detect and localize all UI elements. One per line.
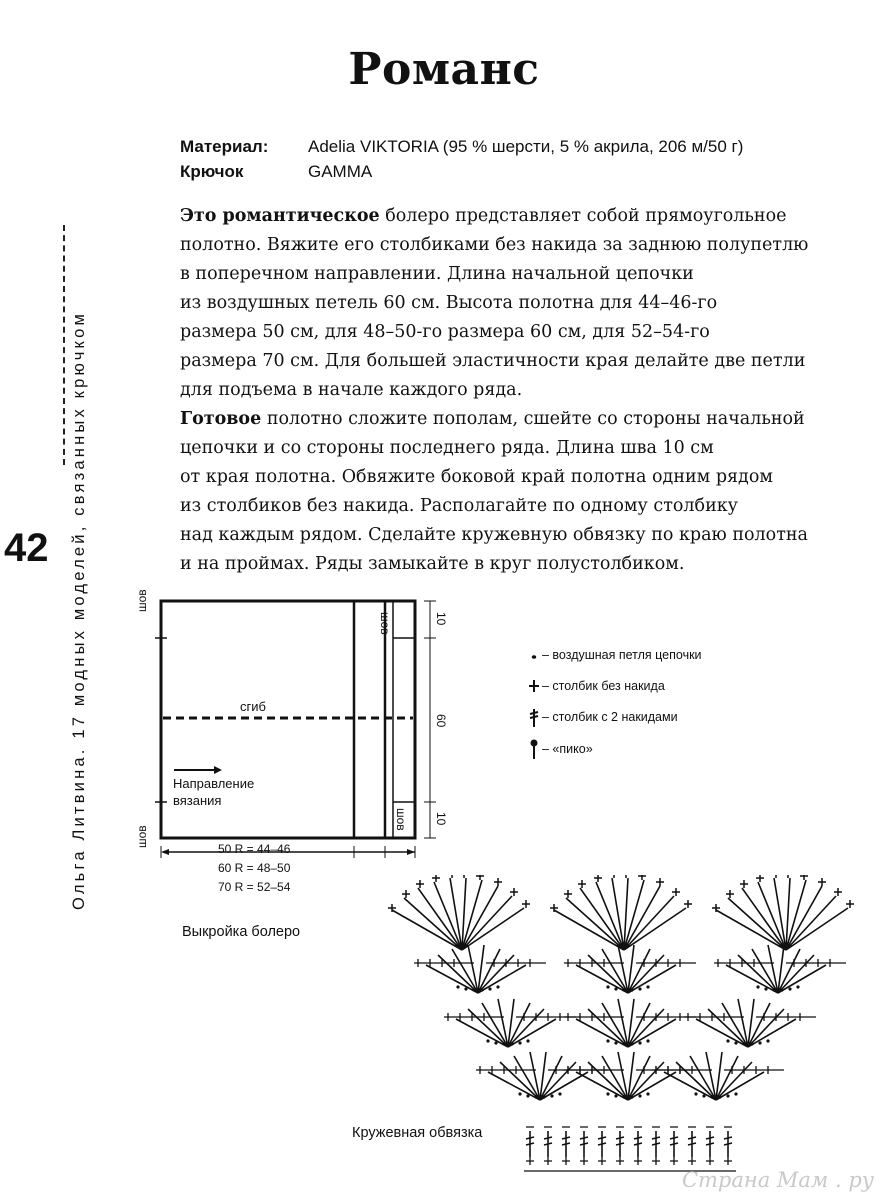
sidebar-divider (63, 225, 67, 465)
knit-direction-label: Направление вязания (173, 776, 255, 808)
paragraph-line: Это романтическое болеро представляет собой прямоугольное (180, 206, 787, 226)
picot-icon (528, 738, 542, 760)
lace-row-1 (526, 1127, 732, 1165)
paragraph-line: над каждым рядом. Сделайте кружевную обвязку по краю полотна (180, 525, 808, 545)
paragraph-line: от края полотна. Обвяжите боковой край полотна одним рядом (180, 467, 773, 487)
dimension-top: 10 (434, 612, 448, 626)
material-value: Adelia VIKTORIA (95 % шерсти, 5 % акрила, 206 м/50 г) (308, 137, 744, 156)
page-title: Романс (348, 44, 540, 95)
seam-label-top: шов (135, 589, 149, 612)
dimension-middle: 60 (434, 714, 448, 728)
chain-stitch-icon (528, 650, 542, 664)
fold-label: сгиб (240, 699, 266, 714)
legend-text: – столбик с 2 накидами (542, 710, 678, 724)
seam-label-right-top: шов (378, 612, 392, 635)
watermark: Страна Мам . ру (681, 1168, 874, 1192)
seam-label-right-bottom: шов (394, 808, 408, 831)
hook-row (180, 162, 820, 182)
arrow-head-icon (214, 766, 222, 774)
material-label: Материал: (180, 137, 269, 156)
lace-caption: Кружевная обвязка (352, 1125, 483, 1141)
paragraph-line: размера 50 см, для 48–50-го размера 60 см, для 52–54-го (180, 322, 710, 342)
size-label: 50 R = 44–46 (218, 842, 291, 856)
paragraph-lead: Это романтическое (180, 206, 380, 226)
bolero-pattern-diagram (130, 590, 460, 900)
lace-row-3 (444, 999, 816, 1047)
lace-row-4 (414, 945, 846, 993)
paragraph-line: для подъема в начале каждого ряда. (180, 380, 523, 400)
seam-label-bottom: шов (135, 825, 149, 848)
paragraph-line: размера 70 см. Для большей эластичности края делайте две петли (180, 351, 806, 371)
paragraph-line: в поперечном направлении. Длина начальной цепочки (180, 264, 694, 284)
double-treble-icon (528, 708, 542, 728)
legend-text: – воздушная петля цепочки (542, 648, 702, 662)
legend-text: – столбик без накида (542, 679, 665, 693)
hook-value: GAMMA (308, 162, 373, 181)
size-label: 70 R = 52–54 (218, 880, 291, 894)
lace-row-5 (388, 875, 854, 950)
material-row (180, 137, 820, 157)
size-label: 60 R = 48–50 (218, 861, 291, 875)
hook-label: Крючок (180, 162, 244, 181)
single-crochet-icon (528, 679, 542, 693)
paragraph-lead: Готовое (180, 409, 262, 429)
legend-text: – «пико» (542, 742, 593, 756)
paragraph-line: цепочки и со стороны последнего ряда. Длина шва 10 см (180, 438, 714, 458)
page-number: 42 (4, 526, 49, 570)
stitch-legend (528, 646, 768, 776)
paragraph-line: Готовое полотно сложите пополам, сшейте со стороны начальной (180, 409, 805, 429)
paragraph-line: из воздушных петель 60 см. Высота полотна для 44–46-го (180, 293, 718, 313)
pattern-caption: Выкройка болеро (182, 924, 301, 940)
paragraph-line: из столбиков без накида. Располагайте по одному столбику (180, 496, 738, 516)
lace-row-2 (476, 1052, 784, 1100)
paragraph-line: и на проймах. Ряды замыкайте в круг полустолбиком. (180, 554, 685, 574)
paragraph-line: полотно. Вяжите его столбиками без накида за заднюю полупетлю (180, 235, 809, 255)
dimension-bottom: 10 (434, 812, 448, 826)
